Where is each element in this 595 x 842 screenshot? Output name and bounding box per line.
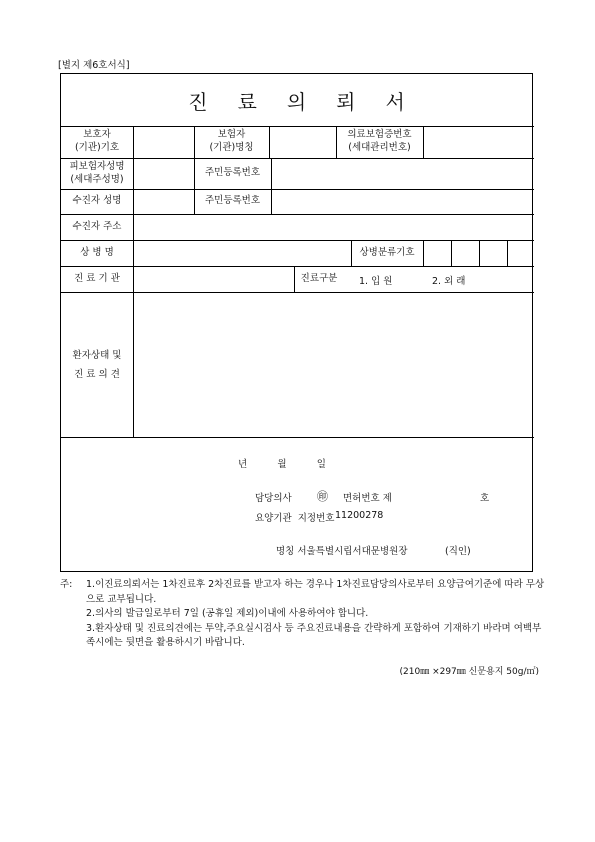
insurer-name-label: 보험자 (기관)명칭 [209, 129, 254, 153]
seal-note: (직인) [445, 546, 471, 557]
license-label: 면허번호 제 [343, 493, 392, 504]
referral-form [60, 73, 533, 572]
outpatient-option: 2. 외 래 [432, 276, 466, 287]
insurance-number-label: 의료보험증번호 (세대관리번호) [347, 129, 412, 153]
insured-name-label: 피보험자성명 (세대주성명) [69, 160, 125, 185]
note-item: 3.환자상태 및 진료의견에는 투약,주요실시검사 등 주요진료내용을 간략하게 포함하여 기재하기 바라며 여백부족시에는 뒷면을 활용하시기 바랍니다. [86, 622, 542, 648]
institution-number: 11200278 [335, 510, 384, 521]
form-title: 진료의뢰서 [188, 89, 435, 114]
institution-name: 명칭 서울특별시립서대문병원장 [276, 546, 408, 557]
treatment-type-label: 진료구분 [300, 272, 338, 284]
note-item: 2.의사의 발급일로부터 7일 (공휴일 제외)이내에 사용하여야 합니다. [86, 608, 369, 619]
patient-condition-label: 환자상태 및 진 료 의 견 [72, 349, 122, 380]
doctor-label: 담당의사 [255, 493, 292, 504]
institution-label: 진 료 기 관 [74, 272, 120, 284]
patient-name-label: 수진자 성명 [72, 195, 122, 207]
disease-code-label: 상병분류기호 [359, 246, 415, 258]
notes-prefix: 주: [60, 579, 73, 590]
inpatient-option: 1. 입 원 [359, 276, 393, 287]
resident-number-label: 주민등록번호 [204, 167, 261, 179]
patient-resident-number-label: 주민등록번호 [204, 195, 261, 207]
institution-number-label: 요양기관 지정번호 [255, 513, 335, 524]
insurer-code-label: 보호자 (기관)기호 [74, 129, 120, 153]
notes-section [60, 578, 545, 651]
date-line: 년 월 일 [238, 459, 326, 470]
form-number-label: [별지 제6호서식] [58, 60, 130, 71]
license-suffix: 호 [480, 493, 490, 504]
patient-address-label: 수진자 주소 [72, 220, 122, 232]
disease-name-label: 상 병 명 [80, 246, 114, 258]
note-item: 1.이진료의뢰서는 1차진료후 2차진료를 받고자 하는 경우나 1차진료담당의사로부터 요양급여기준에 따라 무상으로 교부됩니다. [86, 579, 545, 605]
seal-mark: ㊞ [317, 490, 328, 503]
paper-spec: (210㎜ ×297㎜ 신문용지 50g/㎡) [399, 667, 539, 677]
